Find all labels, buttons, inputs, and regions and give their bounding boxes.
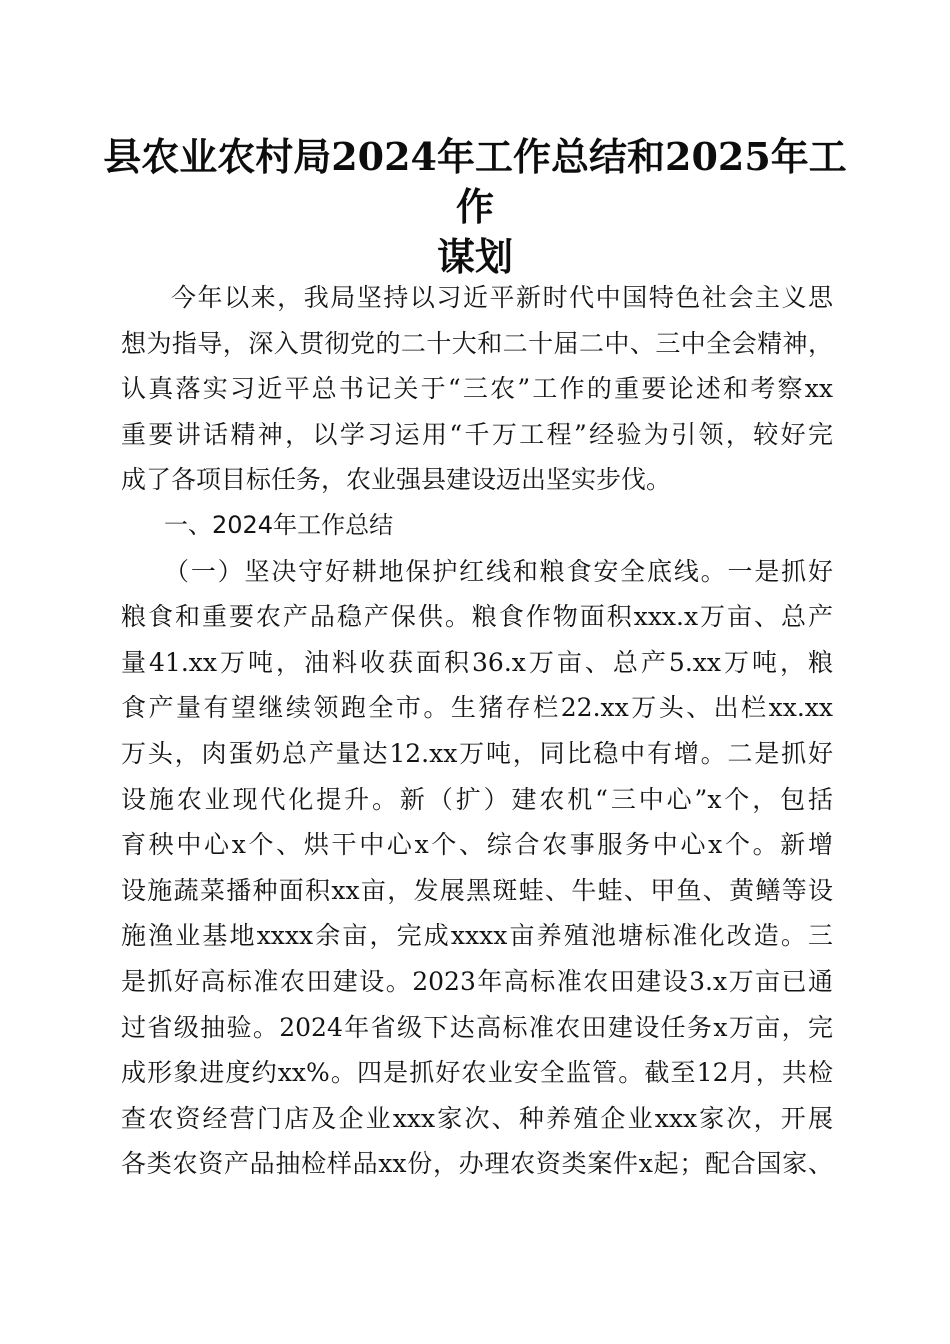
section-heading: 一、2024年工作总结 <box>164 510 394 539</box>
section-line: 施渔业基地xxxx余亩，完成xxxx亩养殖池塘标准化改造。三 <box>121 921 833 951</box>
intro-line: 成了各项目标任务，农业强县建设迈出坚实步伐。 <box>121 465 672 495</box>
section-line: 各类农资产品抽检样品xx份，办理农资类案件x起；配合国家、 <box>121 1149 833 1179</box>
intro-line: 重要讲话精神，以学习运用“千万工程”经验为引领，较好完 <box>121 419 833 449</box>
section-line: （一）坚决守好耕地保护红线和粮食安全底线。一是抓好 <box>164 556 833 586</box>
section-line: 设施蔬菜播种面积xx亩，发展黑斑蛙、牛蛙、甲鱼、黄鳝等设 <box>121 875 833 905</box>
section-line: 查农资经营门店及企业xxx家次、种养殖企业xxx家次，开展 <box>121 1103 833 1133</box>
intro-line: 想为指导，深入贯彻党的二十大和二十届二中、三中全会精神， <box>121 328 833 358</box>
document-title <box>100 132 850 282</box>
section-line: 成形象进度约xx%。四是抓好农业安全监管。截至12月，共检 <box>121 1058 833 1088</box>
section-line: 是抓好高标准农田建设。2023年高标准农田建设3.x万亩已通 <box>121 966 833 996</box>
document-body <box>121 275 833 1187</box>
section-line: 育秧中心x个、烘干中心x个、综合农事服务中心x个。新增 <box>121 830 833 860</box>
section-line: 万头，肉蛋奶总产量达12.xx万吨，同比稳中有增。二是抓好 <box>121 738 833 768</box>
section-line: 过省级抽验。2024年省级下达高标准农田建设任务x万亩，完 <box>121 1012 833 1042</box>
intro-line: 认真落实习近平总书记关于“三农”工作的重要论述和考察xx <box>121 374 833 404</box>
section-line: 量41.xx万吨，油料收获面积36.x万亩、总产5.xx万吨，粮 <box>121 647 833 677</box>
section-line: 粮食和重要农产品稳产保供。粮食作物面积xxx.x万亩、总产 <box>121 602 833 632</box>
title-line-1: 县农业农村局2024年工作总结和2025年工作 <box>103 134 847 229</box>
section-line: 设施农业现代化提升。新（扩）建农机“三中心”x个，包括 <box>121 784 833 814</box>
title-line-2: 谋划 <box>436 234 513 279</box>
section-line: 食产量有望继续领跑全市。生猪存栏22.xx万头、出栏xx.xx <box>121 693 833 723</box>
intro-line: 今年以来，我局坚持以习近平新时代中国特色社会主义思 <box>171 283 833 312</box>
